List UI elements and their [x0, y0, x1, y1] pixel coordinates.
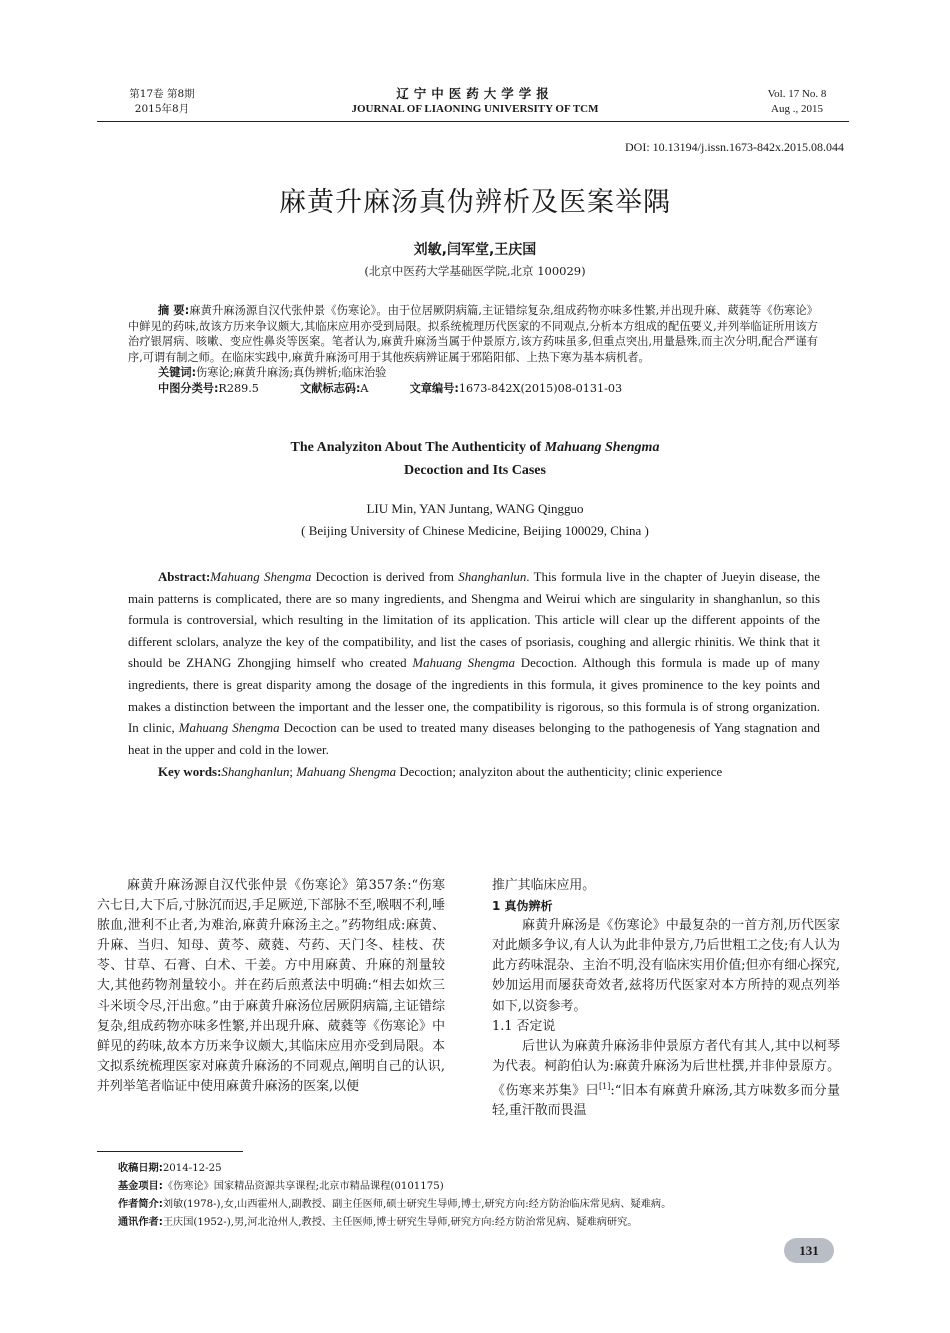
abstract-en-italic-4: Mahuang Shengma — [178, 721, 280, 736]
clc-label: 中图分类号: — [158, 381, 219, 395]
journal-name-cn: 辽宁中医药大学学报 — [396, 86, 554, 101]
abstract-en-text-1: Decoction is derived from — [311, 570, 459, 584]
header-volume: 第17卷 第8期 — [129, 88, 195, 100]
abstract-en-text-4: Decoction can be used to treated many diseases belonging to the pathogenesis of Yang stagnation and heat in the upper and cold in the lower. — [128, 721, 820, 757]
section-heading-1: 1 真伪辨析 — [492, 899, 553, 914]
journal-name-en: JOURNAL OF LIAONING UNIVERSITY OF TCM — [351, 103, 599, 115]
header-journal — [300, 86, 650, 117]
footnote-rule — [97, 1151, 243, 1152]
author-bio-label: 作者简介: — [118, 1199, 163, 1210]
paper-title-en — [0, 436, 950, 482]
abstract-en-text-3: Decoction. Although this formula is made up of many ingredients, there is great disparity among the dosage of the ingredients in this formula, it gives prominence to the key points and makes a distinction between the important and the lesser one, the compatibility is rigorous, so this formula is of strong organization. In clinic, — [128, 656, 821, 736]
abstract-cn-label: 摘 要: — [158, 304, 190, 317]
doc-code-value: A — [360, 381, 369, 395]
authors-en: LIU Min, YAN Juntang, WANG Qingguo — [366, 501, 584, 516]
body-paragraph: 麻黄升麻汤源自汉代张仲景《伤寒论》第357条:“伤寒六七日,大下后,寸脉沉而迟,手足厥逆,下部脉不至,喉咽不利,唾脓血,泄利不止者,为难治,麻黄升麻汤主之。”药物组成:麻黄、升麻、当归、知母、黄芩、葳蕤、芍药、天门冬、桂枝、茯苓、甘草、石膏、白术、干姜。方中用麻黄、升麻的剂量较大,其他药物剂量较小。并在药后煎煮法中明确:“相去如炊三斗米顷令尽,汗出愈。”由于麻黄升麻汤位居厥阴病篇,主证错综复杂,组成药物亦味多性繁,并出现升麻、葳蕤等《伤寒论》中鲜见的药味,故本方历来争议颇大,其临床应用亦受到局限。本文拟系统梳理医家对麻黄升麻汤的不同观点,阐明自己的认识,并列举笔者临证中使用麻黄升麻汤的医案,以便 — [97, 878, 445, 1094]
title-en-line2: Decoction and Its Cases — [404, 463, 546, 478]
affiliation-en: ( Beijing University of Chinese Medicine, Beijing 100029, China ) — [301, 523, 649, 538]
keywords-en-label: Key words: — [158, 765, 222, 780]
footnotes — [118, 1160, 838, 1232]
body-column-left — [97, 876, 445, 1097]
header-vol-en — [752, 87, 842, 117]
abstract-cn — [128, 303, 818, 397]
header-vol-number: Vol. 17 No. 8 — [767, 88, 827, 100]
header-rule — [97, 121, 849, 122]
keyword-en-rest: Decoction; analyziton about the authenticity; clinic experience — [396, 765, 723, 780]
article-no-label: 文章编号: — [409, 381, 459, 395]
header-volume-info — [110, 87, 214, 117]
keywords-cn-label: 关键词: — [158, 366, 197, 380]
received-date: 2014-12-25 — [162, 1163, 222, 1174]
keyword-en-2: Mahuang Shengma — [296, 765, 397, 780]
fund-label: 基金项目: — [118, 1181, 163, 1192]
keyword-en-sep: ; — [289, 765, 297, 780]
article-no-value: 1673-842X(2015)08-0131-03 — [458, 381, 623, 395]
body-paragraph: 麻黄升麻汤是《伤寒论》中最复杂的一首方剂,历代医家对此颇多争议,有人认为此非仲景方,乃后世粗工之伎;有人认为此方药味混杂、主治不明,没有临床实用价值;但亦有细心探究,妙加运用而屡获奇效者,兹将历代医家对本方所持的观点列举如下,以资参考。 — [492, 918, 840, 1014]
doc-code-label: 文献标志码: — [300, 381, 361, 395]
abstract-en-italic-3: Mahuang Shengma — [412, 656, 515, 671]
doi[interactable]: DOI: 10.13194/j.issn.1673-842x.2015.08.044 — [625, 140, 844, 154]
body-text: :“旧本有麻黄升麻汤,其方味数多而分量轻,重汗散而畏温 — [492, 1083, 841, 1119]
header-vol-date: Aug ., 2015 — [771, 103, 823, 115]
abstract-en-italic-2: Shanghanlun — [458, 570, 527, 584]
paper-title-cn: 麻黄升麻汤真伪辨析及医案举隅 — [279, 187, 671, 218]
classification-row — [128, 381, 818, 397]
title-en-line1: The Analyziton About The Authenticity of — [290, 440, 545, 455]
page-number: 131 — [784, 1238, 834, 1263]
abstract-cn-text: 麻黄升麻汤源自汉代张仲景《伤寒论》。由于位居厥阴病篇,主证错综复杂,组成药物亦味多性繁,并出现升麻、葳蕤等《伤寒论》中鲜见的药味,故该方历来争议颇大,其临床应用亦受到局限。拟系统梳理历代医家的不同观点,分析本方组成的配伍要义,并列举临证所用该方治疗银屑病、咳嗽、变应性鼻炎等医案。笔者认为,麻黄升麻汤当属于仲景原方,该方药味虽多,但重点突出,用量悬殊,而主次分明,配合严谨有序,可谓有制之师。在临床实践中,麻黄升麻汤可用于其他疾病辨证属于邪陷阳郁、上热下寒为基本病机者。 — [128, 304, 818, 364]
received-label: 收稿日期: — [118, 1163, 163, 1174]
subsection-heading-1-1: 1.1 否定说 — [492, 1018, 556, 1034]
abstract-en — [128, 567, 820, 784]
header-date: 2015年8月 — [134, 103, 190, 115]
keyword-en-1: Shanghanlun — [221, 765, 290, 780]
affiliation-cn: (北京中医药大学基础医学院,北京 100029) — [364, 264, 586, 278]
clc-value: R289.5 — [218, 381, 259, 395]
abstract-en-text-2: . This formula live in the chapter of Jueyin disease, the main patterns is complicated, there are so many ingredients, and Shengma and Weirui which are singularity in shanghanlun, so this formula is controversial, which resulting in the limitation of its application. This article will clear up the different appoints of the different sclolars, analyze the key of the compatibility, and list the cases of psoriasis, coughing and allergic rhinitis. We think that it should be ZHANG Zhongjing himself who created — [128, 570, 821, 671]
body-paragraph — [492, 1037, 840, 1122]
author-bio: 刘敏(1978-),女,山西霍州人,副教授、副主任医师,硕士研究生导师,博士,研究方向:经方防治临床常见病、疑难病。 — [162, 1199, 672, 1210]
title-en-line1-italic: Mahuang Shengma — [544, 440, 660, 455]
keywords-cn: 伤寒论;麻黄升麻汤;真伪辨析;临床治验 — [196, 366, 387, 380]
citation-ref[interactable]: [1] — [599, 1081, 611, 1091]
abstract-en-italic-1: Mahuang Shengma — [210, 570, 312, 584]
corresponding-label: 通讯作者: — [118, 1217, 163, 1228]
fund-text: 《伤寒论》国家精品资源共享课程;北京市精品课程(0101175) — [162, 1181, 444, 1192]
body-paragraph-cont: 推广其临床应用。 — [492, 878, 596, 893]
authors-cn: 刘敏,闫军堂,王庆国 — [413, 242, 537, 258]
body-column-right — [492, 876, 840, 1121]
body-text: 后世认为麻黄升麻汤非仲景原方者代有其人,其中以柯琴为代表。柯韵伯认为:麻黄升麻汤为后世杜撰,并非仲景原方。《伤寒来苏集》曰 — [492, 1038, 840, 1099]
abstract-en-label: Abstract: — [158, 570, 211, 584]
corresponding-author: 王庆国(1952-),男,河北沧州人,教授、主任医师,博士研究生导师,研究方向:经方防治常见病、疑难病研究。 — [162, 1217, 638, 1228]
